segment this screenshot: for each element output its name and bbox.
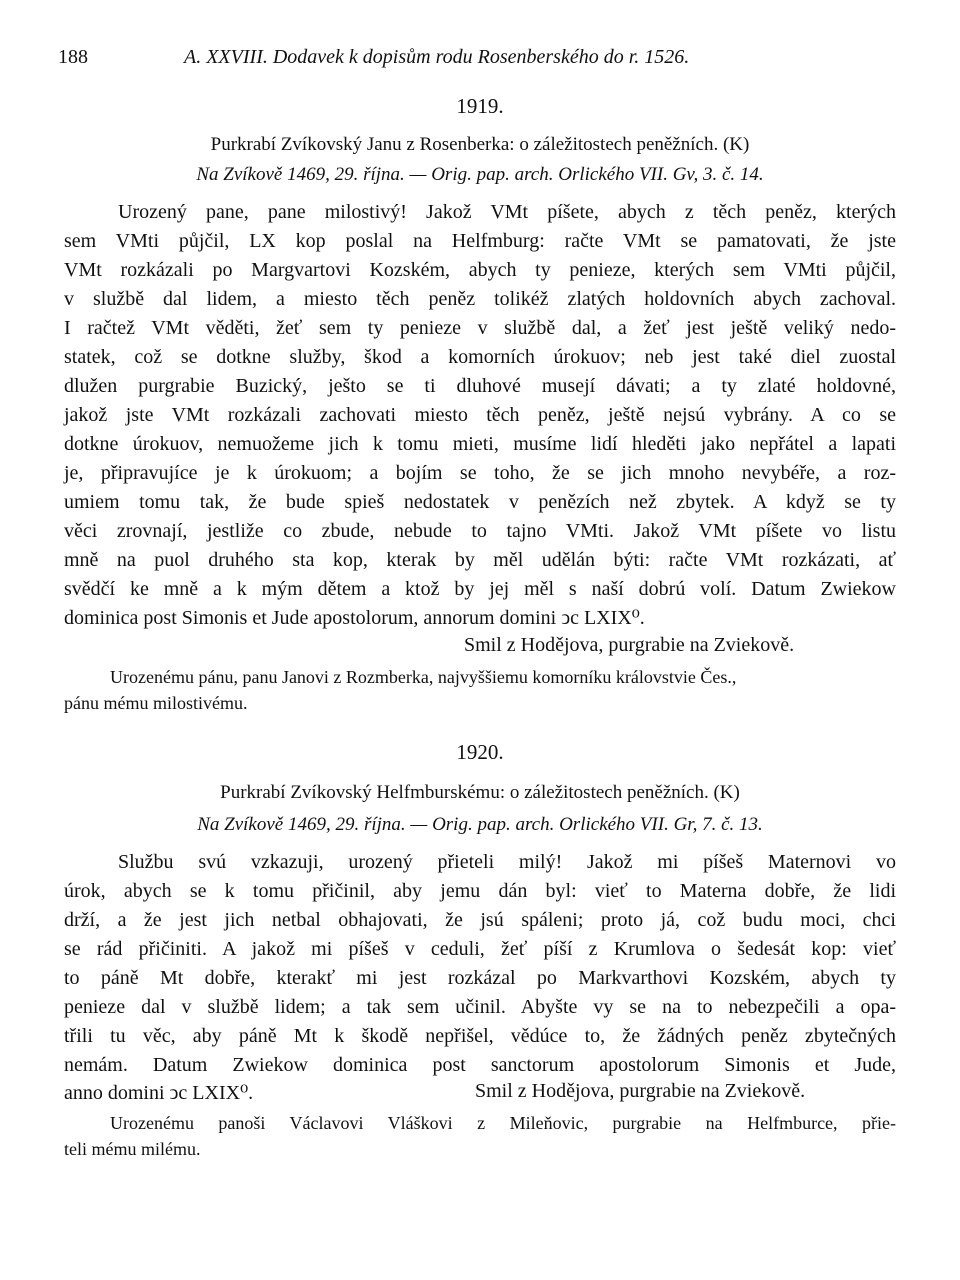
text-line: statek, což se dotkne služby, škod a komorních úrokuov; neb jest také diel zuostal xyxy=(64,346,896,368)
date-text: anno domini ↄc LXIX⁰. xyxy=(64,1082,254,1104)
address-line: pánu mému milostivému. xyxy=(64,693,248,713)
text-line: dotkne úrokuov, nemuožeme jich k tomu mieti, musíme lidí hleděti jako nepřátel a lapati xyxy=(64,433,896,455)
text-line: sem VMti půjčil, LX kop poslal na Helfmburg: račte VMt se pamatovati, že jste xyxy=(64,230,896,252)
address-line: Urozenému panoši Václavovi Vláškovi z Mileňovic, purgrabie na Helfmburce, přie- xyxy=(110,1113,896,1133)
letter-body xyxy=(64,198,896,633)
text-line: nemám. Datum Zwiekow dominica post sanctorum apostolorum Simonis et Jude, xyxy=(64,1054,896,1076)
page-header xyxy=(58,46,898,76)
document-heading: Purkrabí Zvíkovský Janu z Rosenberka: o záležitostech peněžních. (K) xyxy=(210,134,750,155)
text-line: se rád přičiniti. A jakož mi píšeš v ceduli, žeť píší z Krumlova o šedesát kop: vieť xyxy=(64,938,896,960)
letter-body xyxy=(64,848,896,1080)
document-number: 1920. xyxy=(456,740,504,764)
signature: Smil z Hodějova, purgrabie na Zviekově. xyxy=(475,1080,806,1102)
text-line: v službě dal lidem, a miesto těch peněz tolikéž zlatých holdovních abych zachoval. xyxy=(64,288,896,310)
text-line: penieze dal v službě lidem; a tak sem učinil. Abyšte vy se na to nebezpečili a opa- xyxy=(64,996,896,1018)
text-line: dlužen purgrabie Buzický, ješto se ti dluhové musejí dávati; a ty zlaté holdovné, xyxy=(64,375,896,397)
page-number: 188 xyxy=(58,46,88,68)
address xyxy=(64,1110,896,1162)
text-line: věci zrovnají, jestliže co zbude, nebude to tajno VMti. Jakož VMt píšete vo listu xyxy=(64,520,896,542)
text-line: je, připravujíce je k úrokuom; a bojím se toho, že se jich mnoho nevybéře, a roz- xyxy=(64,462,896,484)
document-heading: Purkrabí Zvíkovský Helfmburskému: o záležitostech peněžních. (K) xyxy=(220,782,740,803)
text-line: umiem tomu tak, že bude spieš nedostatek v penězích než zbytek. A když se ty xyxy=(64,491,896,513)
text-line: třili tu věc, aby páně Mt k škodě nepřišel, vědúce to, že žádných peněz zbytečných xyxy=(64,1025,896,1047)
running-title: A. XXVIII. Dodavek k dopisům rodu Rosenberského do r. 1526. xyxy=(184,46,690,68)
text-line: to páně Mt dobře, kterakť mi jest rozkázal po Markvarthovi Kozském, abych ty xyxy=(64,967,896,989)
address xyxy=(64,664,896,716)
document-source: Na Zvíkově 1469, 29. října. — Orig. pap. arch. Orlického VII. Gr, 7. č. 13. xyxy=(197,814,763,835)
text-line: úrok, abych se k tomu přičinil, aby jemu dán byl: vieť to Materna dobře, že lidi xyxy=(64,880,896,902)
text-line: drží, a že jest jich netbal obhajovati, že jsú spáleni; proto já, což budu moci, chci xyxy=(64,909,896,931)
signature: Smil z Hodějova, purgrabie na Zviekově. xyxy=(464,634,795,656)
text-line: Urozený pane, pane milostivý! Jakož VMt píšete, abych z těch peněz, kterých xyxy=(118,201,896,223)
address-line: Urozenému pánu, panu Janovi z Rozmberka, najvyššiemu komorníku královstvie Čes., xyxy=(110,667,737,687)
closing-line xyxy=(64,1080,896,1109)
document-source: Na Zvíkově 1469, 29. října. — Orig. pap. arch. Orlického VII. Gv, 3. č. 14. xyxy=(196,164,764,185)
address-line: teli mému milému. xyxy=(64,1139,201,1159)
text-line: VMt rozkázali po Margvartovi Kozském, abych ty penieze, kterých sem VMti půjčil, xyxy=(64,259,896,281)
text-line: dominica post Simonis et Jude apostolorum, annorum domini ↄc LXIX⁰. xyxy=(64,607,645,629)
text-line: Službu svú vzkazuji, urozený přieteli milý! Jakož mi píšeš Maternovi vo xyxy=(118,851,896,873)
text-line: jakož jste VMt rozkázali zachovati miesto těch peněz, ještě nejsú vybrány. A co se xyxy=(64,404,896,426)
text-line: svědčí ke mně a k mým dětem a ktož by jej měl s naší dobrú volí. Datum Zwiekow xyxy=(64,578,896,600)
text-line: I račtež VMt věděti, žeť sem ty penieze v službě dal, a žeť jest ještě veliký nedo- xyxy=(64,317,896,339)
document-number: 1919. xyxy=(456,94,504,118)
text-line: mně na puol druhého sta kop, kterak by měl udělán býti: račte VMt rozkázati, ať xyxy=(64,549,896,571)
